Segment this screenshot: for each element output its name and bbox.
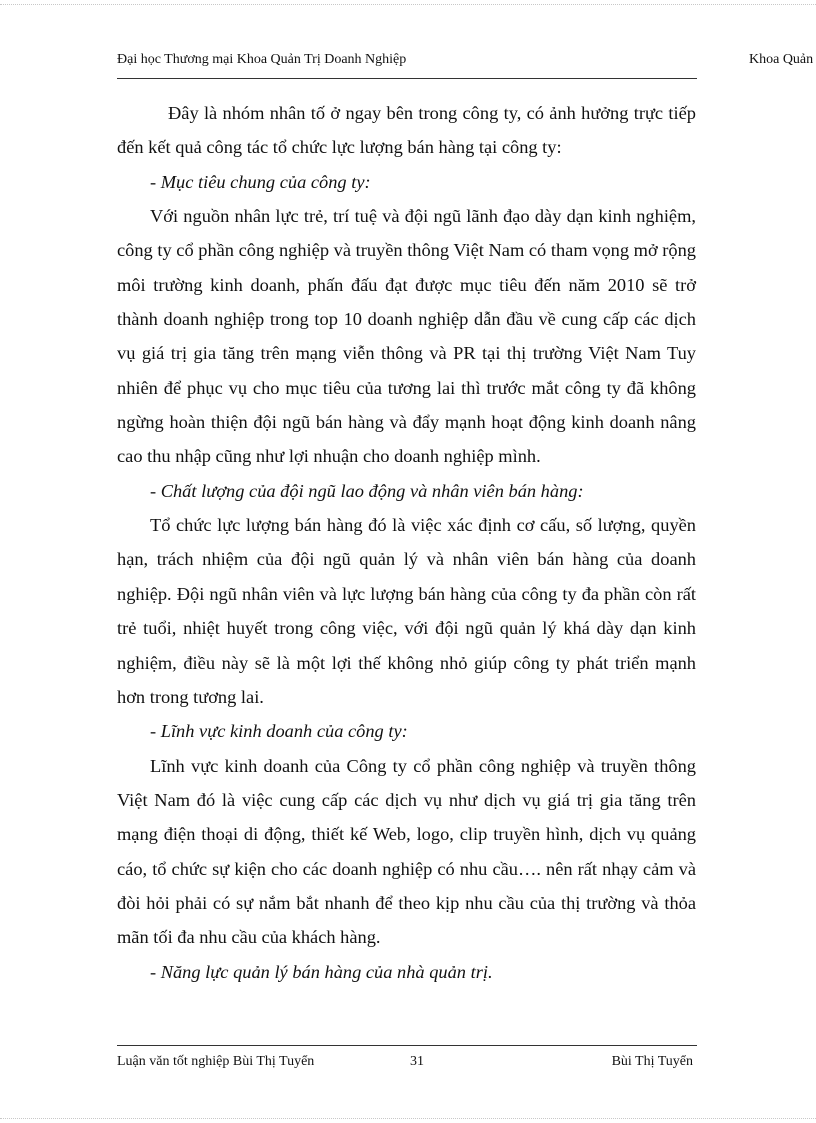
header-divider bbox=[117, 78, 697, 79]
page-footer bbox=[117, 1054, 697, 1076]
section-heading-management-capacity: - Năng lực quản lý bán hàng của nhà quản trị. bbox=[150, 961, 493, 982]
header-right-text: Khoa Quản bbox=[749, 52, 814, 67]
page-border-bottom bbox=[0, 1118, 816, 1119]
page-body bbox=[117, 96, 696, 989]
section-heading-staff-quality: - Chất lượng của đội ngũ lao động và nhân viên bán hàng: bbox=[150, 480, 584, 501]
page-number: 31 bbox=[410, 1054, 424, 1069]
section-heading-business-field: - Lĩnh vực kinh doanh của công ty: bbox=[150, 721, 408, 742]
section-body-business-field: Lĩnh vực kinh doanh của Công ty cổ phần công nghiệp và truyền thông Việt Nam đó là việc cung cấp các dịch vụ như dịch vụ giá trị gia tăng trên mạng điện thoại di động, thiết kế Web, logo, clip truyền hình, dịch vụ quảng cáo, tổ chức sự kiện cho các doanh nghiệp có nhu cầu…. nên rất nhạy cảm và đòi hỏi phải có sự nắm bắt nhanh để theo kịp nhu cầu của thị trường và thỏa mãn tối đa nhu cầu của khách hàng. bbox=[117, 755, 696, 948]
intro-paragraph: Đây là nhóm nhân tố ở ngay bên trong công ty, có ảnh hưởng trực tiếp đến kết quả công tác tổ chức lực lượng bán hàng tại công ty: bbox=[117, 103, 696, 158]
section-body-staff-quality: Tổ chức lực lượng bán hàng đó là việc xác định cơ cấu, số lượng, quyền hạn, trách nhiệm của đội ngũ quản lý và nhân viên bán hàng của doanh nghiệp. Đội ngũ nhân viên và lực lượng bán hàng của công ty đa phần còn rất trẻ tuổi, nhiệt huyết trong công việc, với đội ngũ quản lý khá dày dạn kinh nghiệm, điều này sẽ là một lợi thế không nhỏ giúp công ty phát triển mạnh hơn trong tương lai. bbox=[117, 515, 696, 707]
section-heading-goals: - Mục tiêu chung của công ty: bbox=[150, 171, 371, 192]
page-header bbox=[117, 52, 816, 74]
footer-divider bbox=[117, 1045, 697, 1046]
footer-right-text: Bùi Thị Tuyển bbox=[611, 1054, 693, 1069]
footer-left-text: Luận văn tốt nghiệp Bùi Thị Tuyển bbox=[117, 1054, 315, 1069]
header-left-text: Đại học Thương mại Khoa Quản Trị Doanh Nghiệp bbox=[117, 52, 407, 67]
page-border-top bbox=[0, 4, 816, 5]
section-body-goals: Với nguồn nhân lực trẻ, trí tuệ và đội ngũ lãnh đạo dày dạn kinh nghiệm, công ty cổ phần công nghiệp và truyền thông Việt Nam có tham vọng mở rộng môi trường kinh doanh, phấn đấu đạt được mục tiêu đến năm 2010 sẽ trở thành doanh nghiệp trong top 10 doanh nghiệp dẫn đầu về cung cấp các dịch vụ giá trị gia tăng trên mạng viễn thông và PR tại thị trường Việt Nam Tuy nhiên để phục vụ cho mục tiêu của tương lai thì trước mắt công ty đã không ngừng hoàn thiện đội ngũ bán hàng và đẩy mạnh hoạt động kinh doanh nâng cao thu nhập cũng như lợi nhuận cho doanh nghiệp mình. bbox=[117, 206, 696, 467]
